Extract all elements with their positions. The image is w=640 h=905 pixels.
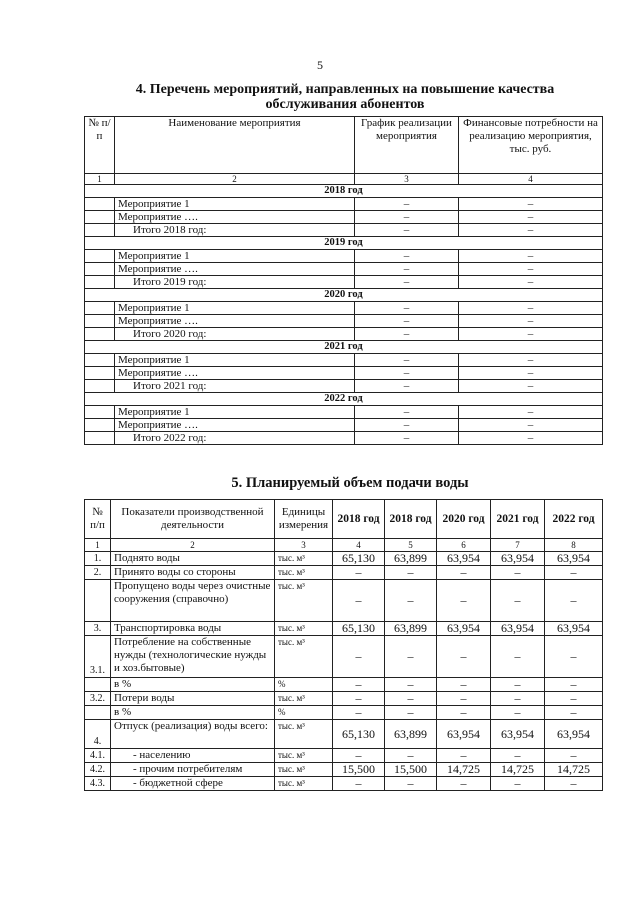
unit-cell: тыс. м³ — [275, 763, 333, 777]
value-cell: 63,899 — [385, 720, 437, 749]
section4-title: 4. Перечень мероприятий, направленных на повышение качества обслуживания абонентов — [135, 82, 555, 112]
value-cell: 63,954 — [545, 720, 603, 749]
value-cell: – — [545, 636, 603, 678]
row-number-cell — [85, 198, 115, 211]
year-cell: 2018 год — [85, 185, 603, 198]
table-row — [85, 224, 603, 237]
header-cell: Показатели производственной деятельности — [111, 500, 275, 539]
indicator-name-cell: Поднято воды — [111, 552, 275, 566]
unit-cell: тыс. м³ — [275, 692, 333, 706]
value-cell: 15,500 — [385, 763, 437, 777]
value-cell: – — [437, 566, 491, 580]
value-cell: – — [333, 566, 385, 580]
unit-cell: тыс. м³ — [275, 552, 333, 566]
schedule-cell: – — [355, 224, 459, 237]
table-row — [85, 720, 603, 749]
schedule-cell: – — [355, 315, 459, 328]
schedule-cell: – — [355, 354, 459, 367]
finance-cell: – — [459, 406, 603, 419]
value-cell: 63,954 — [545, 552, 603, 566]
row-number-cell — [85, 276, 115, 289]
activity-name-cell: Итого 2018 год: — [115, 224, 355, 237]
value-cell: – — [333, 678, 385, 692]
indicator-name-cell: - населению — [111, 749, 275, 763]
activity-name-cell: Мероприятие 1 — [115, 198, 355, 211]
row-number-cell: 4.3. — [85, 777, 111, 791]
value-cell: – — [385, 636, 437, 678]
indicator-name-cell: Отпуск (реализация) воды всего: — [111, 720, 275, 749]
table-row — [85, 419, 603, 432]
table-row — [85, 566, 603, 580]
value-cell: – — [491, 636, 545, 678]
value-cell: – — [491, 706, 545, 720]
value-cell: – — [437, 777, 491, 791]
table-header-row — [85, 117, 603, 174]
schedule-cell: – — [355, 380, 459, 393]
header-cell: № п/п — [85, 117, 115, 174]
table-row — [85, 406, 603, 419]
year-row — [85, 185, 603, 198]
table-row — [85, 367, 603, 380]
activity-name-cell: Мероприятие 1 — [115, 406, 355, 419]
indicator-name-cell: Транспортировка воды — [111, 622, 275, 636]
row-number-cell: 4.1. — [85, 749, 111, 763]
value-cell: – — [385, 749, 437, 763]
row-number-cell — [85, 328, 115, 341]
value-cell: – — [437, 706, 491, 720]
indicator-name-cell: в % — [111, 678, 275, 692]
value-cell: – — [333, 777, 385, 791]
value-cell: 63,954 — [491, 622, 545, 636]
indicator-name-cell: Потери воды — [111, 692, 275, 706]
finance-cell: – — [459, 263, 603, 276]
schedule-cell: – — [355, 250, 459, 263]
table-row — [85, 211, 603, 224]
value-cell: 63,954 — [437, 552, 491, 566]
table-row — [85, 198, 603, 211]
year-cell: 2020 год — [85, 289, 603, 302]
table-row — [85, 263, 603, 276]
value-cell: 15,500 — [333, 763, 385, 777]
column-number-cell: 5 — [385, 539, 437, 552]
unit-cell: тыс. м³ — [275, 720, 333, 749]
schedule-cell: – — [355, 198, 459, 211]
header-cell: Наименование мероприятия — [115, 117, 355, 174]
table-row — [85, 749, 603, 763]
activities-table — [84, 116, 603, 445]
row-number-cell — [85, 315, 115, 328]
column-number-cell: 8 — [545, 539, 603, 552]
table-row — [85, 636, 603, 678]
table-row — [85, 328, 603, 341]
schedule-cell: – — [355, 302, 459, 315]
row-number-cell: 4. — [85, 720, 111, 749]
activity-name-cell: Итого 2021 год: — [115, 380, 355, 393]
row-number-cell: 4.2. — [85, 763, 111, 777]
column-number-cell: 2 — [111, 539, 275, 552]
schedule-cell: – — [355, 276, 459, 289]
schedule-cell: – — [355, 211, 459, 224]
table-row — [85, 622, 603, 636]
unit-cell: тыс. м³ — [275, 636, 333, 678]
value-cell: 63,954 — [437, 622, 491, 636]
row-number-cell: 1. — [85, 552, 111, 566]
value-cell: 63,899 — [385, 552, 437, 566]
value-cell: 65,130 — [333, 552, 385, 566]
value-cell: – — [545, 777, 603, 791]
header-cell: 2022 год — [545, 500, 603, 539]
unit-cell: % — [275, 706, 333, 720]
value-cell: – — [491, 777, 545, 791]
indicator-name-cell: - прочим потребителям — [111, 763, 275, 777]
table-row — [85, 380, 603, 393]
finance-cell: – — [459, 250, 603, 263]
row-number-cell — [85, 432, 115, 445]
section5-title: 5. Планируемый объем подачи воды — [231, 475, 469, 491]
value-cell: – — [333, 692, 385, 706]
value-cell: – — [385, 692, 437, 706]
row-number-cell — [85, 302, 115, 315]
row-number-cell — [85, 250, 115, 263]
value-cell: – — [333, 749, 385, 763]
table-row — [85, 678, 603, 692]
unit-cell: тыс. м³ — [275, 580, 333, 622]
row-number-cell — [85, 419, 115, 432]
column-number-cell: 7 — [491, 539, 545, 552]
finance-cell: – — [459, 328, 603, 341]
schedule-cell: – — [355, 263, 459, 276]
table-row — [85, 706, 603, 720]
header-cell: Единицы измерения — [275, 500, 333, 539]
value-cell: – — [491, 692, 545, 706]
header-cell: Финансовые потребности на реализацию мероприятия, тыс. руб. — [459, 117, 603, 174]
value-cell: – — [437, 636, 491, 678]
header-cell: 2021 год — [491, 500, 545, 539]
row-number-cell — [85, 580, 111, 622]
value-cell: – — [545, 678, 603, 692]
table-header-row — [85, 500, 603, 539]
value-cell: – — [385, 580, 437, 622]
value-cell: – — [437, 580, 491, 622]
table-row — [85, 315, 603, 328]
row-number-cell — [85, 380, 115, 393]
value-cell: – — [545, 580, 603, 622]
value-cell: – — [385, 678, 437, 692]
schedule-cell: – — [355, 419, 459, 432]
row-number-cell — [85, 367, 115, 380]
column-number-row — [85, 174, 603, 185]
unit-cell: тыс. м³ — [275, 622, 333, 636]
value-cell: – — [491, 580, 545, 622]
value-cell: – — [437, 692, 491, 706]
row-number-cell — [85, 406, 115, 419]
column-number-cell: 4 — [459, 174, 603, 185]
value-cell: 63,954 — [491, 552, 545, 566]
schedule-cell: – — [355, 367, 459, 380]
year-row — [85, 237, 603, 250]
table-row — [85, 302, 603, 315]
column-number-cell: 3 — [275, 539, 333, 552]
finance-cell: – — [459, 224, 603, 237]
activity-name-cell: Мероприятие …. — [115, 315, 355, 328]
year-cell: 2021 год — [85, 341, 603, 354]
page-number: 5 — [317, 58, 323, 72]
column-number-cell: 1 — [85, 174, 115, 185]
value-cell: – — [333, 636, 385, 678]
year-row — [85, 289, 603, 302]
row-number-cell: 3.1. — [85, 636, 111, 678]
value-cell: – — [545, 566, 603, 580]
column-number-cell: 3 — [355, 174, 459, 185]
value-cell: – — [491, 678, 545, 692]
table-row — [85, 432, 603, 445]
year-cell: 2019 год — [85, 237, 603, 250]
unit-cell: тыс. м³ — [275, 777, 333, 791]
value-cell: – — [545, 706, 603, 720]
finance-cell: – — [459, 419, 603, 432]
value-cell: 63,954 — [437, 720, 491, 749]
value-cell: – — [385, 566, 437, 580]
header-cell: График реализации мероприятия — [355, 117, 459, 174]
year-row — [85, 393, 603, 406]
table-row — [85, 763, 603, 777]
row-number-cell: 2. — [85, 566, 111, 580]
activity-name-cell: Мероприятие 1 — [115, 250, 355, 263]
value-cell: 14,725 — [491, 763, 545, 777]
row-number-cell — [85, 706, 111, 720]
finance-cell: – — [459, 302, 603, 315]
value-cell: 63,954 — [545, 622, 603, 636]
column-number-cell: 6 — [437, 539, 491, 552]
finance-cell: – — [459, 315, 603, 328]
finance-cell: – — [459, 354, 603, 367]
activity-name-cell: Итого 2020 год: — [115, 328, 355, 341]
value-cell: 63,899 — [385, 622, 437, 636]
row-number-cell — [85, 224, 115, 237]
header-cell: 2020 год — [437, 500, 491, 539]
row-number-cell — [85, 211, 115, 224]
unit-cell: тыс. м³ — [275, 749, 333, 763]
unit-cell: % — [275, 678, 333, 692]
column-number-cell: 4 — [333, 539, 385, 552]
year-row — [85, 341, 603, 354]
value-cell: 14,725 — [437, 763, 491, 777]
value-cell: 65,130 — [333, 622, 385, 636]
schedule-cell: – — [355, 328, 459, 341]
indicator-name-cell: в % — [111, 706, 275, 720]
column-number-cell: 1 — [85, 539, 111, 552]
table-row — [85, 580, 603, 622]
indicator-name-cell: Принято воды со стороны — [111, 566, 275, 580]
header-cell: 2018 год — [385, 500, 437, 539]
row-number-cell: 3. — [85, 622, 111, 636]
value-cell: – — [491, 566, 545, 580]
header-cell: 2018 год — [333, 500, 385, 539]
schedule-cell: – — [355, 406, 459, 419]
year-cell: 2022 год — [85, 393, 603, 406]
header-cell: № п/п — [85, 500, 111, 539]
row-number-cell: 3.2. — [85, 692, 111, 706]
value-cell: – — [491, 749, 545, 763]
table-row — [85, 692, 603, 706]
finance-cell: – — [459, 432, 603, 445]
value-cell: 65,130 — [333, 720, 385, 749]
indicator-name-cell: Потребление на собственные нужды (технологические нужды и хоз.бытовые) — [111, 636, 275, 678]
value-cell: – — [385, 706, 437, 720]
indicator-name-cell: Пропущено воды через очистные сооружения (справочно) — [111, 580, 275, 622]
value-cell: – — [437, 749, 491, 763]
activity-name-cell: Итого 2019 год: — [115, 276, 355, 289]
table-row — [85, 777, 603, 791]
finance-cell: – — [459, 367, 603, 380]
unit-cell: тыс. м³ — [275, 566, 333, 580]
finance-cell: – — [459, 198, 603, 211]
value-cell: 14,725 — [545, 763, 603, 777]
indicator-name-cell: - бюджетной сфере — [111, 777, 275, 791]
table-row — [85, 250, 603, 263]
row-number-cell — [85, 678, 111, 692]
activity-name-cell: Мероприятие …. — [115, 263, 355, 276]
activity-name-cell: Мероприятие 1 — [115, 354, 355, 367]
value-cell: 63,954 — [491, 720, 545, 749]
row-number-cell — [85, 263, 115, 276]
activity-name-cell: Мероприятие 1 — [115, 302, 355, 315]
row-number-cell — [85, 354, 115, 367]
schedule-cell: – — [355, 432, 459, 445]
column-number-cell: 2 — [115, 174, 355, 185]
finance-cell: – — [459, 380, 603, 393]
table-row — [85, 276, 603, 289]
water-supply-table — [84, 499, 603, 791]
column-number-row — [85, 539, 603, 552]
activity-name-cell: Итого 2022 год: — [115, 432, 355, 445]
finance-cell: – — [459, 276, 603, 289]
activity-name-cell: Мероприятие …. — [115, 419, 355, 432]
activity-name-cell: Мероприятие …. — [115, 211, 355, 224]
activity-name-cell: Мероприятие …. — [115, 367, 355, 380]
value-cell: – — [333, 580, 385, 622]
table-row — [85, 552, 603, 566]
finance-cell: – — [459, 211, 603, 224]
value-cell: – — [545, 749, 603, 763]
value-cell: – — [545, 692, 603, 706]
table-row — [85, 354, 603, 367]
value-cell: – — [385, 777, 437, 791]
value-cell: – — [437, 678, 491, 692]
value-cell: – — [333, 706, 385, 720]
